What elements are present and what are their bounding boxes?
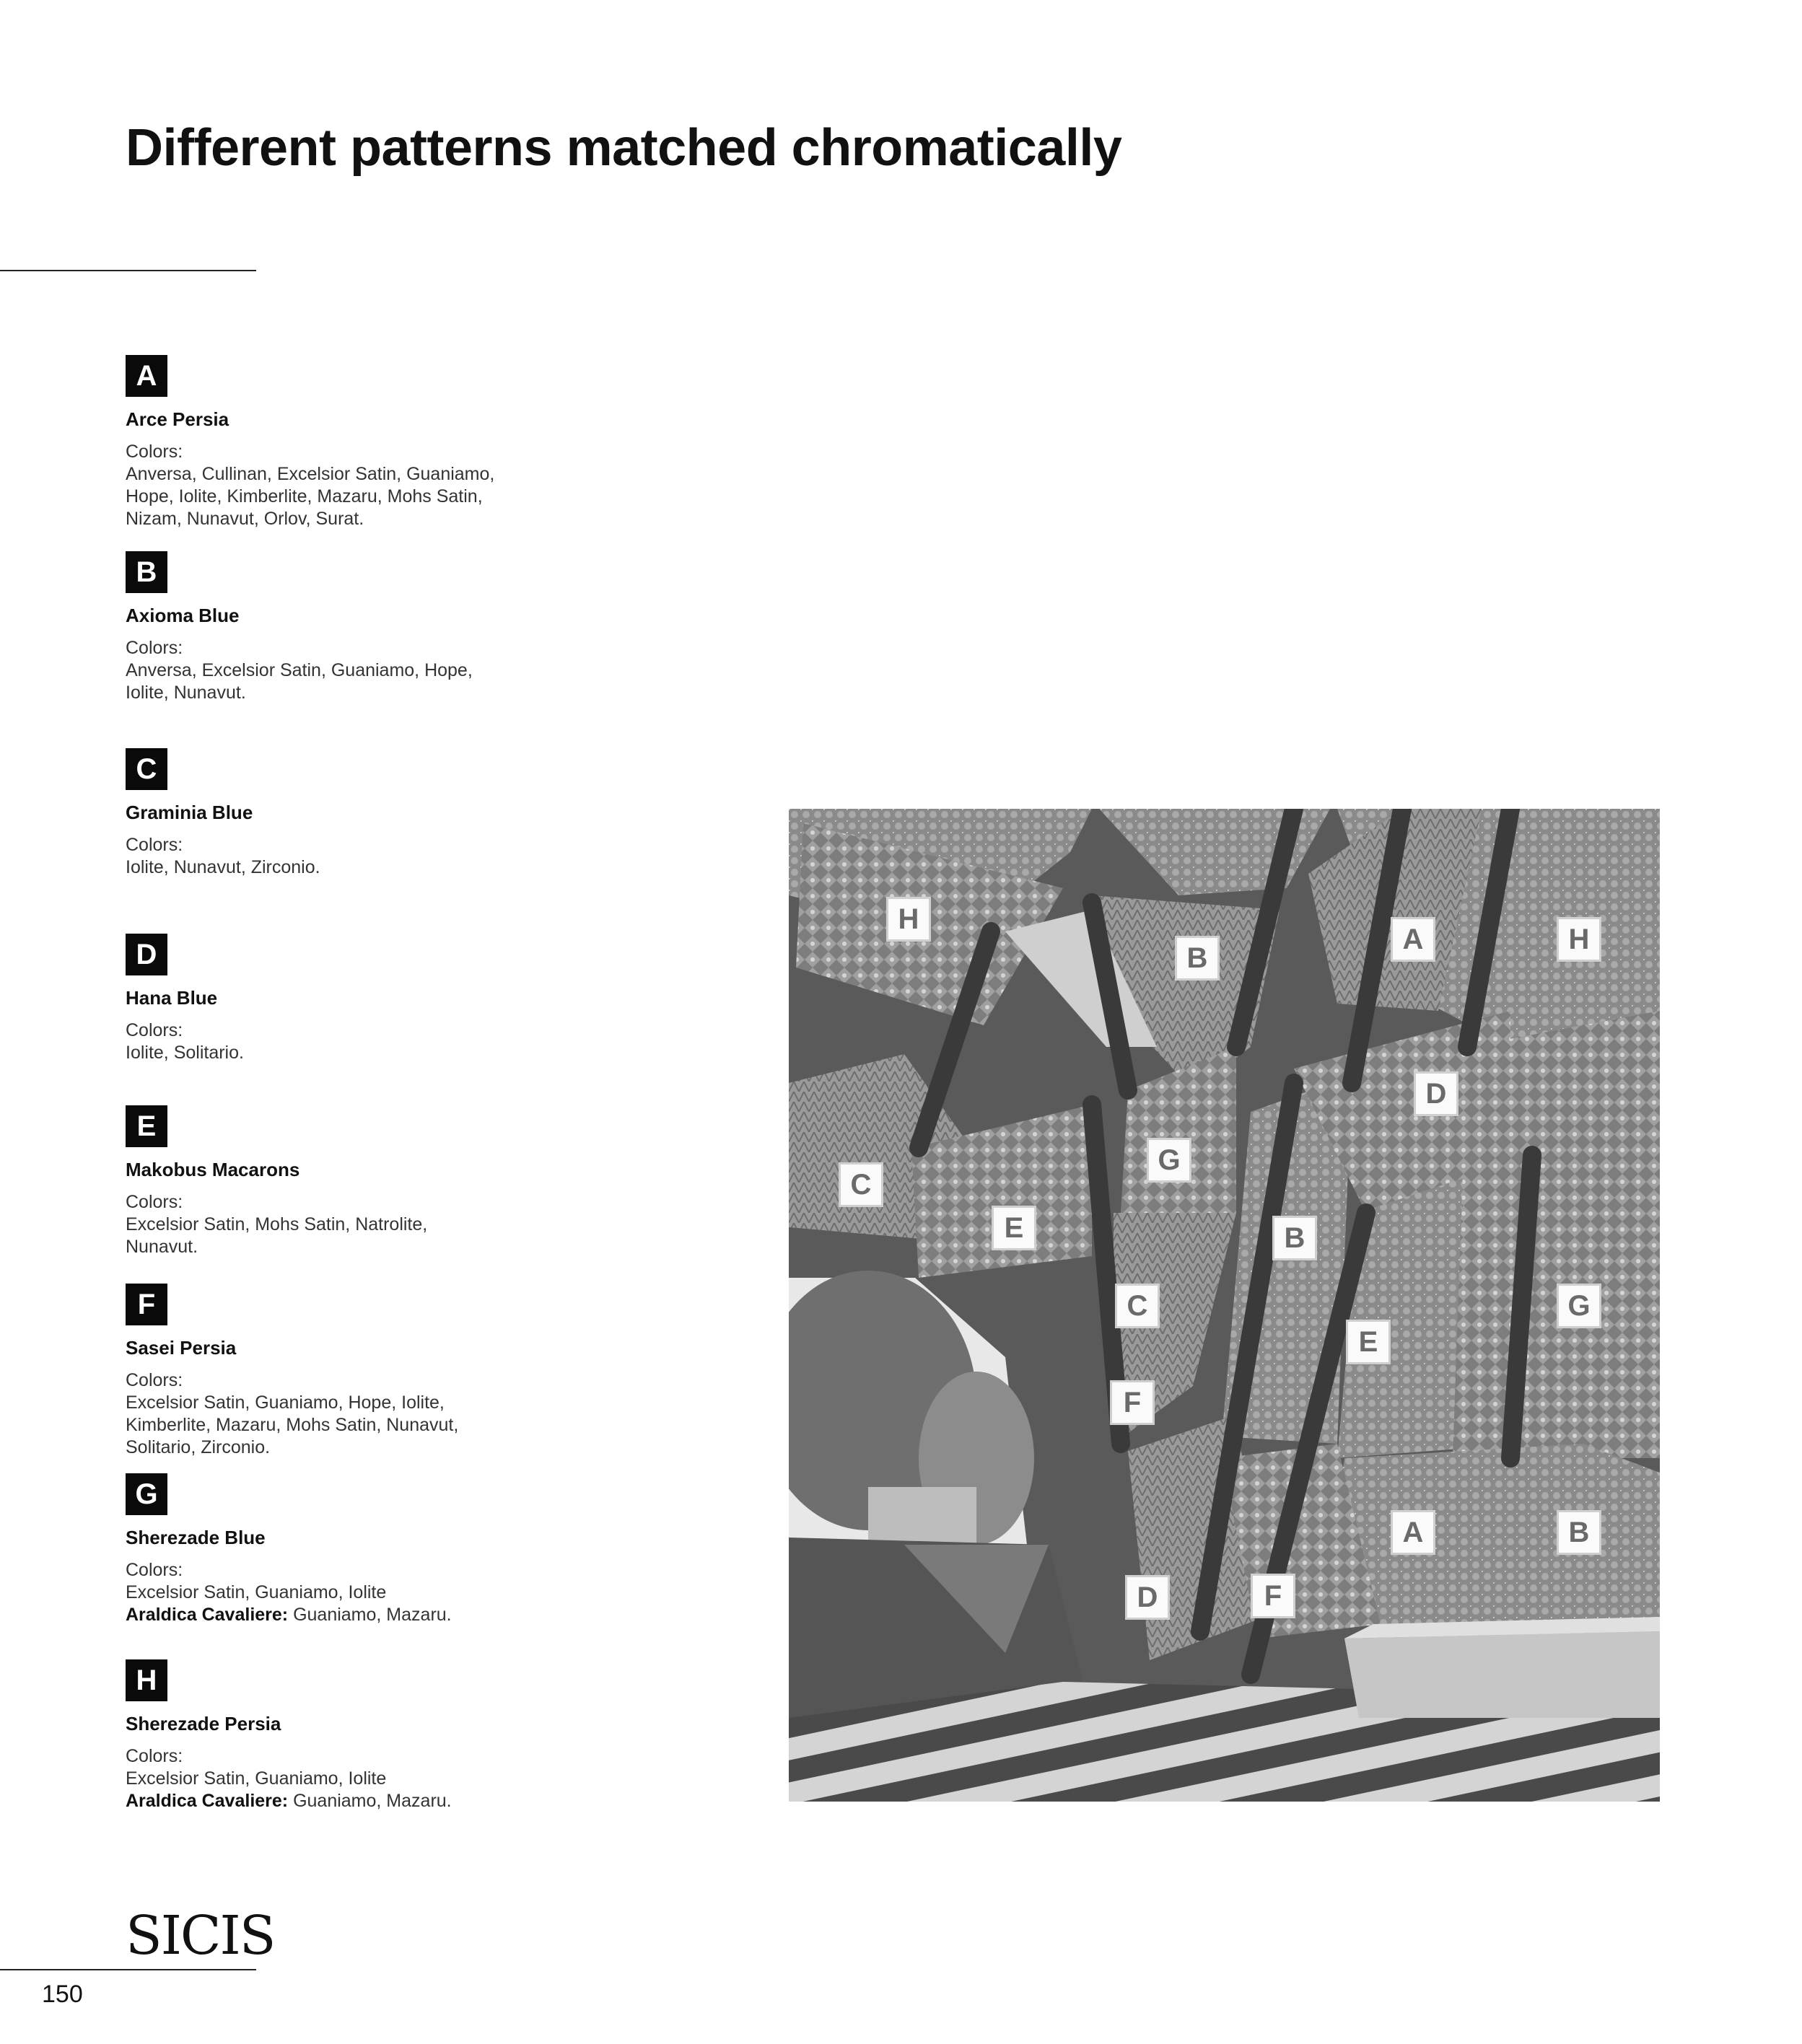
letter-badge: H [126, 1659, 167, 1701]
colors-line: Iolite, Solitario. [126, 1043, 244, 1063]
pattern-name: Graminia Blue [126, 802, 253, 823]
colors-line: Excelsior Satin, Mohs Satin, Natrolite, [126, 1214, 428, 1234]
photo-tag: A [1391, 1510, 1435, 1555]
colors-label: Colors: [126, 835, 183, 855]
bottom-divider [0, 1969, 256, 1970]
photo-tag: B [1272, 1216, 1317, 1260]
pattern-name: Sasei Persia [126, 1337, 237, 1359]
photo-tag: C [1115, 1284, 1160, 1328]
colors-label: Colors: [126, 1020, 183, 1040]
photo-tag: B [1175, 936, 1220, 981]
colors-line: Excelsior Satin, Guaniamo, Iolite [126, 1582, 387, 1602]
legend-item-c [126, 748, 530, 879]
colors-label: Colors: [126, 1370, 183, 1390]
letter-badge: F [126, 1284, 167, 1325]
colors-line: Excelsior Satin, Guaniamo, Iolite [126, 1768, 387, 1789]
colors-line: Anversa, Cullinan, Excelsior Satin, Guaniamo, [126, 464, 495, 484]
colors-label: Colors: [126, 442, 183, 462]
photo-tag: C [839, 1162, 883, 1207]
interior-photo [789, 809, 1660, 1802]
legend-item-a [126, 355, 530, 530]
legend-item-h [126, 1659, 530, 1812]
photo-tag: G [1557, 1284, 1601, 1328]
legend-item-f [126, 1284, 530, 1459]
photo-tag: D [1414, 1071, 1458, 1116]
photo-tag: B [1557, 1510, 1601, 1555]
extra-label: Araldica Cavaliere: [126, 1791, 289, 1811]
page-title: Different patterns matched chromatically [126, 119, 1122, 177]
colors-line: Iolite, Nunavut, Zirconio. [126, 857, 320, 877]
pattern-name: Sherezade Persia [126, 1713, 281, 1734]
pattern-name: Sherezade Blue [126, 1527, 266, 1548]
photo-tag: H [1557, 917, 1601, 962]
legend-item-b [126, 551, 530, 704]
legend-item-e [126, 1105, 530, 1258]
colors-line: Hope, Iolite, Kimberlite, Mazaru, Mohs Satin, [126, 486, 483, 506]
photo-tag: F [1251, 1574, 1295, 1618]
colors-label: Colors: [126, 1746, 183, 1766]
photo-tag: H [886, 897, 931, 942]
extra-value: Guaniamo, Mazaru. [288, 1791, 452, 1811]
brand-logo: SICIS [126, 1905, 275, 1967]
pattern-name: Makobus Macarons [126, 1159, 300, 1180]
photo-tag: G [1147, 1138, 1191, 1183]
page-number: 150 [42, 1981, 83, 2008]
extra-line [126, 1790, 530, 1812]
pattern-name: Arce Persia [126, 408, 229, 430]
colors-line: Excelsior Satin, Guaniamo, Hope, Iolite, [126, 1392, 445, 1413]
pattern-name: Axioma Blue [126, 605, 240, 626]
extra-value: Guaniamo, Mazaru. [288, 1605, 452, 1625]
colors-label: Colors: [126, 1560, 183, 1580]
photo-tag: A [1391, 917, 1435, 962]
colors-label: Colors: [126, 638, 183, 658]
top-divider [0, 270, 256, 271]
letter-badge: E [126, 1105, 167, 1147]
legend-item-g [126, 1473, 530, 1626]
colors-line: Solitario, Zirconio. [126, 1437, 271, 1457]
colors-label: Colors: [126, 1192, 183, 1212]
photo-tag: E [1346, 1320, 1391, 1364]
extra-line [126, 1604, 530, 1626]
colors-line: Anversa, Excelsior Satin, Guaniamo, Hope, [126, 660, 473, 680]
interior-photo-illustration [789, 809, 1660, 1802]
colors-line: Kimberlite, Mazaru, Mohs Satin, Nunavut, [126, 1415, 459, 1435]
photo-tag: E [992, 1206, 1036, 1250]
letter-badge: A [126, 355, 167, 397]
colors-line: Nizam, Nunavut, Orlov, Surat. [126, 509, 364, 529]
letter-badge: B [126, 551, 167, 593]
letter-badge: C [126, 748, 167, 790]
letter-badge: D [126, 934, 167, 975]
extra-label: Araldica Cavaliere: [126, 1605, 289, 1625]
photo-tag: D [1125, 1575, 1170, 1620]
legend-item-d [126, 934, 530, 1064]
colors-line: Iolite, Nunavut. [126, 683, 246, 703]
letter-badge: G [126, 1473, 167, 1515]
colors-line: Nunavut. [126, 1237, 198, 1257]
pattern-name: Hana Blue [126, 987, 218, 1009]
photo-tag: F [1110, 1380, 1155, 1425]
